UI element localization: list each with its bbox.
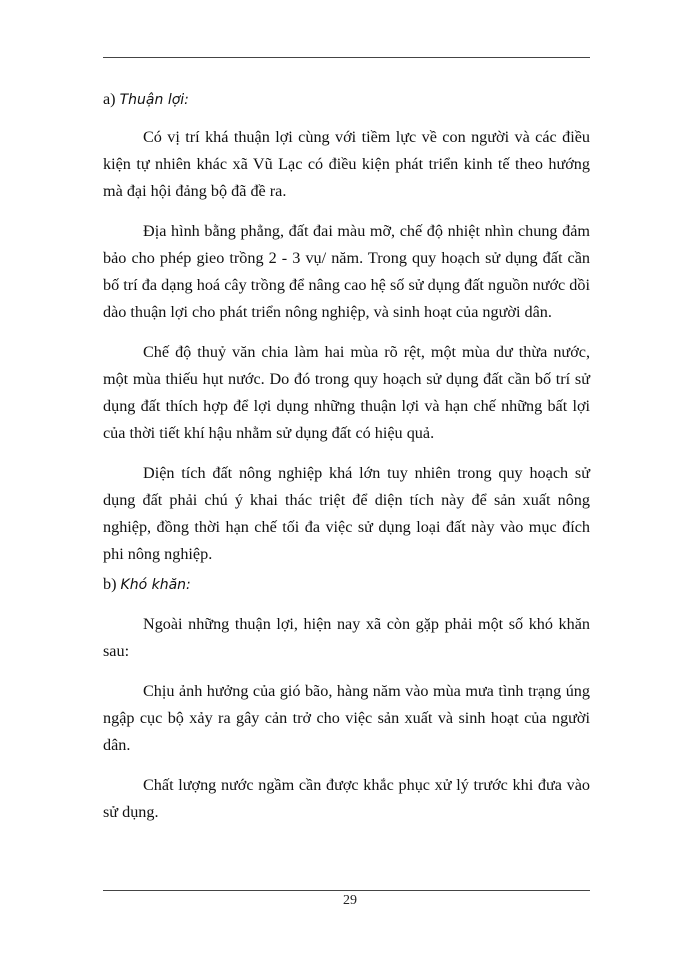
paragraph: Địa hình bằng phẳng, đất đai màu mỡ, chế độ nhiệt nhìn chung đảm bảo cho phép gieo trồng 2 - 3 vụ/ năm. Trong quy hoạch sử dụng đất cần bố trí đa dạng hoá cây trồng để nâng cao hệ số sử dụng đất nguồn nước dồi dào thuận lợi cho phát triển nông nghiệp, và sinh hoạt của người dân. — [103, 222, 590, 321]
section-a-title: Thuận lợi: — [119, 92, 189, 108]
footer-rule — [103, 890, 590, 891]
paragraph: Có vị trí khá thuận lợi cùng với tiềm lực về con người và các điều kiện tự nhiên khác xã Vũ Lạc có điều kiện phát triển kinh tế theo hướng mà đại hội đảng bộ đã đề ra. — [103, 128, 590, 200]
section-a-heading — [103, 86, 590, 114]
section-b-label: b) — [103, 575, 117, 593]
section-b-heading — [103, 571, 590, 599]
section-b-title: Khó khăn: — [120, 577, 191, 593]
page-content — [103, 86, 590, 839]
page-number: 29 — [343, 893, 357, 908]
paragraph: Chế độ thuỷ văn chia làm hai mùa rõ rệt, một mùa dư thừa nước, một mùa thiếu hụt nước. Do đó trong quy hoạch sử dụng đất cần bố trí sử dụng đất thích hợp để lợi dụng những thuận lợi và hạn chế những bất lợi của thời tiết khí hậu nhằm sử dụng đất có hiệu quả. — [103, 343, 590, 442]
paragraph: Diện tích đất nông nghiệp khá lớn tuy nhiên trong quy hoạch sử dụng đất phải chú ý khai thác triệt để diện tích này để sản xuất nông nghiệp, đồng thời hạn chế tối đa việc sử dụng loại đất này vào mục đích phi nông nghiệp. — [103, 464, 590, 563]
section-a-label: a) — [103, 90, 116, 108]
paragraph: Ngoài những thuận lợi, hiện nay xã còn gặp phải một số khó khăn sau: — [103, 615, 590, 660]
paragraph: Chất lượng nước ngầm cần được khắc phục xử lý trước khi đưa vào sử dụng. — [103, 776, 590, 821]
header-rule — [103, 57, 590, 58]
paragraph: Chịu ảnh hưởng của gió bão, hàng năm vào mùa mưa tình trạng úng ngập cục bộ xảy ra gây cản trở cho việc sản xuất và sinh hoạt của người dân. — [103, 682, 590, 754]
